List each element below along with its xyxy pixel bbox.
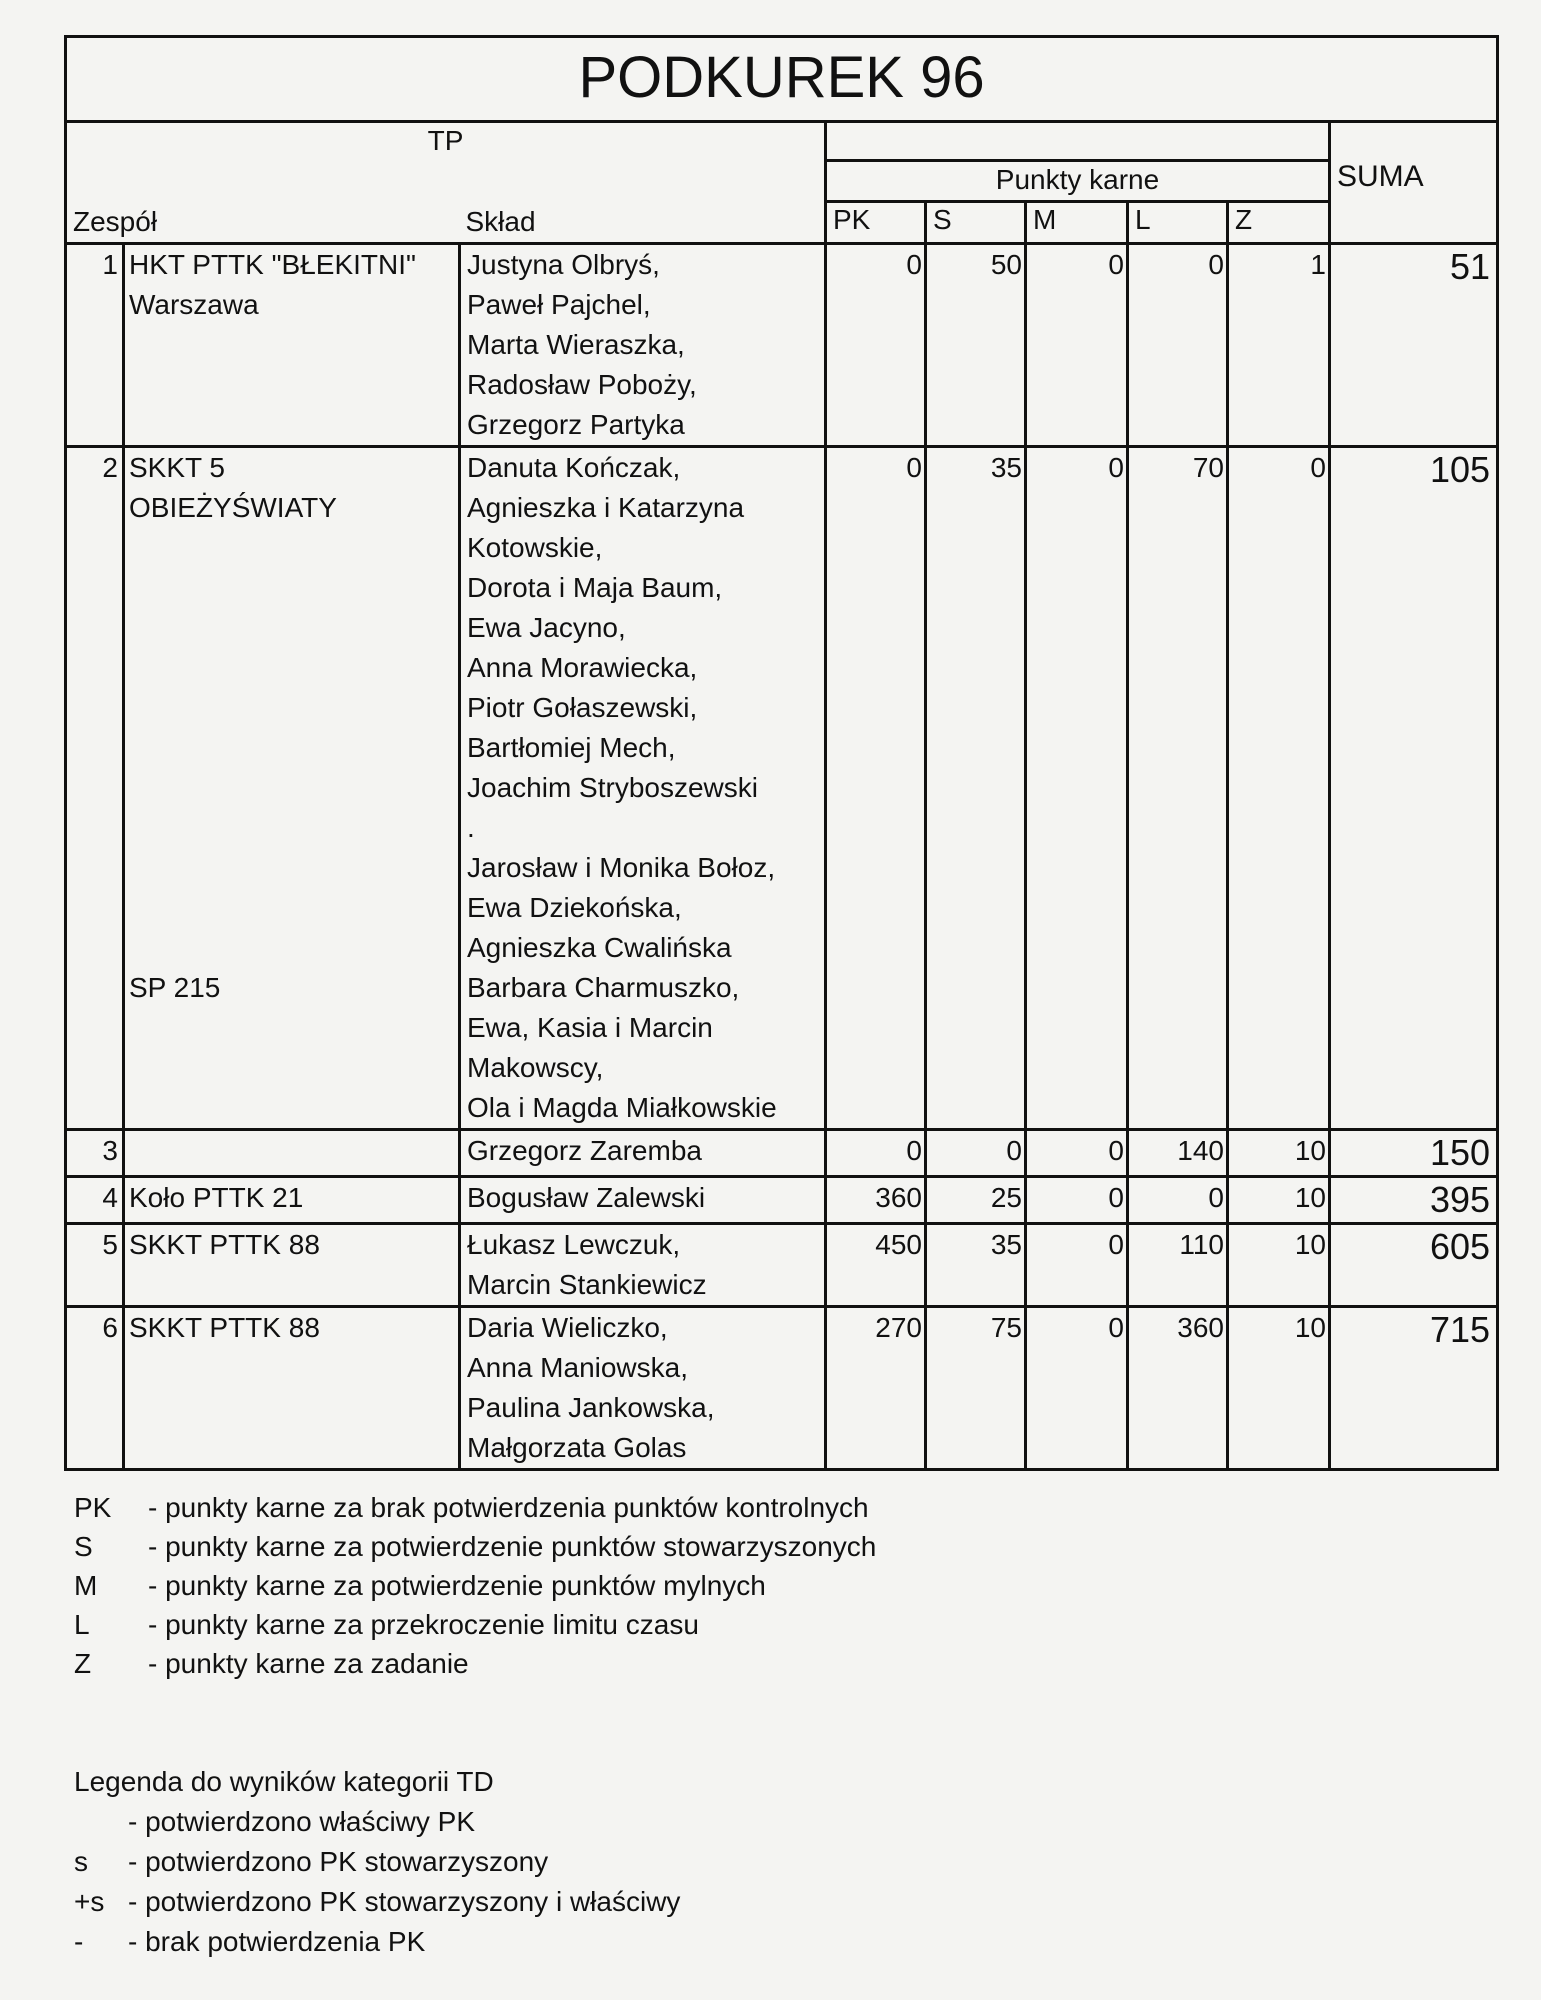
row-sum: 150	[1330, 1129, 1498, 1176]
legend-text: - punkty karne za przekroczenie limitu czasu	[148, 1609, 699, 1640]
legend-item	[74, 1488, 876, 1527]
legend-item	[74, 1605, 876, 1644]
score-l: 110	[1128, 1223, 1228, 1306]
member-line: Barbara Charmuszko,	[467, 971, 740, 1003]
table-row	[66, 1223, 1498, 1306]
member-line: Ola i Magda Miałkowskie	[467, 1091, 777, 1123]
td-legend-code: -	[74, 1926, 84, 1957]
col-l-header: L	[1128, 202, 1228, 244]
col-pk-header: PK	[826, 202, 926, 244]
team-header: Zespół	[66, 202, 460, 244]
legend-code: L	[74, 1609, 90, 1640]
td-legend-text: - potwierdzono właściwy PK	[128, 1806, 476, 1837]
members-cell	[460, 1223, 826, 1306]
score-pk: 0	[826, 1129, 926, 1176]
score-l: 0	[1128, 1176, 1228, 1223]
row-number: 4	[66, 1176, 124, 1223]
team-name-line: SKKT 5	[129, 451, 225, 483]
table-row	[66, 1129, 1498, 1176]
member-line: Małgorzata Golas	[467, 1431, 687, 1463]
penalty-legend	[74, 1488, 876, 1683]
legend-text: - punkty karne za potwierdzenie punktów stowarzyszonych	[148, 1531, 877, 1562]
legend-code: M	[74, 1570, 98, 1601]
table-row	[66, 1176, 1498, 1223]
results-body	[66, 243, 1498, 1469]
score-m: 0	[1026, 446, 1128, 1129]
team-name-line: SKKT PTTK 88	[129, 1311, 320, 1343]
score-s: 35	[926, 446, 1026, 1129]
score-pk: 0	[826, 243, 926, 446]
td-legend-code: +s	[74, 1886, 105, 1917]
score-s: 25	[926, 1176, 1026, 1223]
member-line: Agnieszka Cwalińska	[467, 931, 732, 963]
row-sum: 105	[1330, 446, 1498, 1129]
legend-item	[74, 1527, 876, 1566]
team-name-line: Koło PTTK 21	[129, 1181, 304, 1213]
team-cell	[124, 243, 460, 446]
td-legend-title: Legenda do wyników kategorii TD	[74, 1766, 494, 1797]
row-number: 2	[66, 446, 124, 1129]
team-name-line: SKKT PTTK 88	[129, 1228, 320, 1260]
score-m: 0	[1026, 1223, 1128, 1306]
member-line: Joachim Stryboszewski	[467, 771, 758, 803]
td-legend-item	[74, 1882, 680, 1922]
score-l: 70	[1128, 446, 1228, 1129]
score-l: 140	[1128, 1129, 1228, 1176]
col-m-header: M	[1026, 202, 1128, 244]
legend-text: - punkty karne za potwierdzenie punktów mylnych	[148, 1570, 766, 1601]
member-line: Kotowskie,	[467, 531, 603, 563]
row-number: 3	[66, 1129, 124, 1176]
legend-code: S	[74, 1531, 93, 1562]
member-line: Makowscy,	[467, 1051, 604, 1083]
results-table	[64, 35, 1499, 1471]
tp-header: TP	[66, 122, 826, 202]
score-m: 0	[1026, 243, 1128, 446]
score-pk: 450	[826, 1223, 926, 1306]
col-z-header: Z	[1228, 202, 1330, 244]
td-legend-item	[74, 1802, 680, 1842]
legend-text: - punkty karne za brak potwierdzenia punktów kontrolnych	[148, 1492, 869, 1523]
score-l: 0	[1128, 243, 1228, 446]
member-line: Marcin Stankiewicz	[467, 1268, 707, 1300]
members-cell	[460, 243, 826, 446]
table-row	[66, 446, 1498, 1129]
penalty-header: Punkty karne	[826, 161, 1330, 202]
score-z: 0	[1228, 446, 1330, 1129]
td-legend-item	[74, 1842, 680, 1882]
td-legend-code: s	[74, 1846, 88, 1877]
member-line: Łukasz Lewczuk,	[467, 1228, 681, 1260]
members-cell	[460, 1129, 826, 1176]
table-row	[66, 243, 1498, 446]
score-s: 75	[926, 1306, 1026, 1469]
sum-header: SUMA	[1330, 122, 1498, 244]
score-z: 10	[1228, 1129, 1330, 1176]
td-legend-text: - potwierdzono PK stowarzyszony	[128, 1846, 549, 1877]
score-z: 10	[1228, 1306, 1330, 1469]
row-number: 1	[66, 243, 124, 446]
member-line: Marta Wieraszka,	[467, 328, 685, 360]
member-line: Anna Morawiecka,	[467, 651, 698, 683]
member-line: Agnieszka i Katarzyna	[467, 491, 745, 523]
member-line: Justyna Olbryś,	[467, 248, 660, 280]
td-legend	[74, 1762, 680, 1962]
team-name-line: Warszawa	[129, 288, 259, 320]
row-sum: 605	[1330, 1223, 1498, 1306]
td-legend-text: - potwierdzono PK stowarzyszony i właściwy	[128, 1886, 681, 1917]
score-l: 360	[1128, 1306, 1228, 1469]
team-cell	[124, 1306, 460, 1469]
score-z: 10	[1228, 1176, 1330, 1223]
row-sum: 51	[1330, 243, 1498, 446]
score-pk: 360	[826, 1176, 926, 1223]
member-line: Piotr Gołaszewski,	[467, 691, 698, 723]
score-pk: 270	[826, 1306, 926, 1469]
member-line: Grzegorz Partyka	[467, 408, 685, 440]
row-number: 6	[66, 1306, 124, 1469]
member-line: Paweł Pajchel,	[467, 288, 651, 320]
team-school: SP 215	[129, 971, 221, 1003]
members-cell	[460, 1306, 826, 1469]
team-cell	[124, 1176, 460, 1223]
td-legend-item	[74, 1922, 680, 1962]
member-line: Ewa Jacyno,	[467, 611, 626, 643]
col-s-header: S	[926, 202, 1026, 244]
member-line: Danuta Kończak,	[467, 451, 681, 483]
team-name-line: OBIEŻYŚWIATY	[129, 491, 337, 523]
td-legend-code	[74, 1802, 128, 1842]
member-line: Bartłomiej Mech,	[467, 731, 676, 763]
legend-code: Z	[74, 1648, 92, 1679]
score-m: 0	[1026, 1306, 1128, 1469]
blank-header	[826, 122, 1330, 161]
member-line: Grzegorz Zaremba	[467, 1134, 702, 1166]
member-line: Ewa, Kasia i Marcin	[467, 1011, 713, 1043]
member-line: Radosław Poboży,	[467, 368, 697, 400]
member-line: Anna Maniowska,	[467, 1351, 689, 1383]
legend-item	[74, 1644, 876, 1683]
score-s: 0	[926, 1129, 1026, 1176]
row-sum: 395	[1330, 1176, 1498, 1223]
members-cell	[460, 1176, 826, 1223]
score-m: 0	[1026, 1129, 1128, 1176]
member-line: Paulina Jankowska,	[467, 1391, 715, 1423]
row-sum: 715	[1330, 1306, 1498, 1469]
member-line: Bogusław Zalewski	[467, 1181, 706, 1213]
score-m: 0	[1026, 1176, 1128, 1223]
legend-item	[74, 1566, 876, 1605]
page-title: PODKUREK 96	[66, 37, 1498, 122]
score-pk: 0	[826, 446, 926, 1129]
td-legend-text: - brak potwierdzenia PK	[128, 1926, 426, 1957]
members-header: Skład	[460, 202, 826, 244]
member-line: Dorota i Maja Baum,	[467, 571, 723, 603]
score-z: 1	[1228, 243, 1330, 446]
team-name-line: HKT PTTK "BŁEKITNI"	[129, 248, 416, 280]
legend-code: PK	[74, 1492, 112, 1523]
table-row	[66, 1306, 1498, 1469]
row-number: 5	[66, 1223, 124, 1306]
team-cell	[124, 1223, 460, 1306]
score-z: 10	[1228, 1223, 1330, 1306]
score-s: 35	[926, 1223, 1026, 1306]
team-cell	[124, 1129, 460, 1176]
member-line: Jarosław i Monika Bołoz,	[467, 851, 776, 883]
member-line: Ewa Dziekońska,	[467, 891, 682, 923]
member-line: .	[467, 811, 475, 843]
members-cell	[460, 446, 826, 1129]
score-s: 50	[926, 243, 1026, 446]
member-line: Daria Wieliczko,	[467, 1311, 668, 1343]
team-cell	[124, 446, 460, 1129]
legend-text: - punkty karne za zadanie	[148, 1648, 469, 1679]
